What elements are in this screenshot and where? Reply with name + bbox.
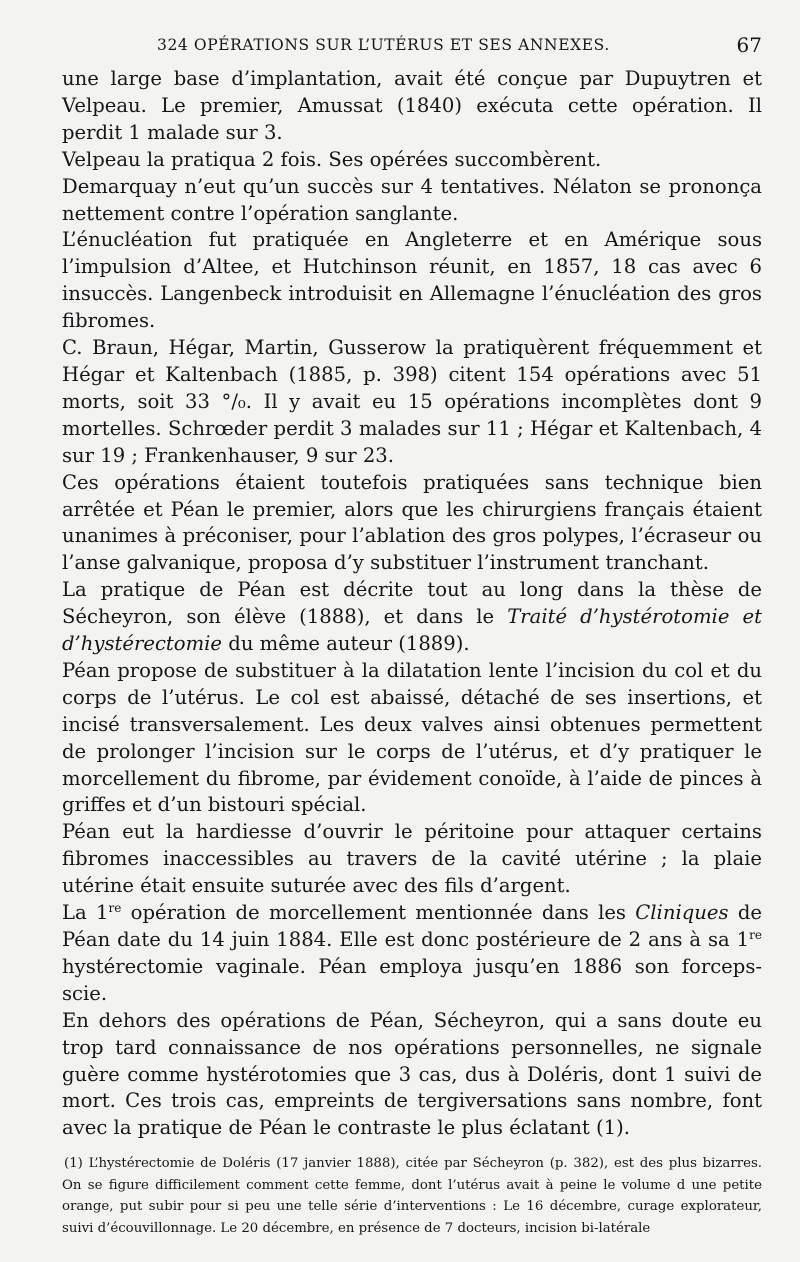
footnote [62, 1153, 762, 1239]
paragraph-text: La 1 [62, 901, 109, 925]
footnote-text: (1) L’hystérectomie de Doléris (17 janvier 1888), citée par Sécheyron (p. 382), est des plus bizarres. On se figure difficilement comment cette femme, dont l’utérus avait à peine le volume d une petite orange, put subir pour si peu une telle série d’interventions : Le 16 décembre, curage explorateur, suivi d’écouvillonnage. Le 20 décembre, en présence de 7 docteurs, incision bi-latérale [62, 1156, 762, 1236]
page-number: 67 [736, 33, 762, 57]
book-title: Cliniques [635, 901, 729, 925]
paragraph-text: Velpeau la pratiqua 2 fois. Ses opérées succombèrent. [62, 147, 602, 171]
paragraph-text: La pratique de Péan est décrite tout au long dans la thèse de Sécheyron, son élève (1888), et dans le [62, 578, 762, 629]
paragraph: L’énucléation fut pratiquée en Angleterre et en Amérique sous l’impulsion d’Altee, et Hutchinson réunit, en 1857, 18 cas avec 6 insuccès. Langenbeck introduisit en Allemagne l’énucléation des gros fibromes. [62, 228, 762, 333]
running-title: 324 OPÉRATIONS SUR L’UTÉRUS ET SES ANNEXES. [157, 36, 610, 54]
paragraph: Péan propose de substituer à la dilatation lente l’incision du col et du corps de l’utérus. Le col est abaissé, détaché de ses insertions, et incisé transversalement. Les deux valves ainsi obtenues permettent de prolonger l’incision sur le corps de l’utérus, et d’y pratiquer le morcellement du fibrome, par évidement conoïde, à l’aide de pinces à griffes et d’un bistouri spécial. [62, 658, 762, 817]
paragraph-text: opération de morcellement mentionnée dans les [121, 901, 636, 925]
paragraph: Ces opérations étaient toutefois pratiquées sans technique bien arrêtée et Péan le premier, alors que les chirurgiens français étaient unanimes à préconiser, pour l’ablation des gros polypes, l’écraseur ou l’anse galvanique, proposa d’y substituer l’instrument tranchant. [62, 470, 762, 575]
page-header [62, 33, 762, 62]
paragraph: Demarquay n’eut qu’un succès sur 4 tentatives. Nélaton se prononça nettement contre l’opération sanglante. [62, 174, 762, 225]
paragraph [62, 900, 762, 1008]
main-text [62, 66, 762, 1142]
paragraph: une large base d’implantation, avait été conçue par Dupuytren et Velpeau. Le premier, Amussat (1840) exécuta cette opération. Il perdit 1 malade sur 3. [62, 67, 762, 144]
paragraph-text: de Péan date du 14 juin 1884. Elle est donc postérieure de 2 ans à sa 1 [62, 901, 762, 951]
paragraph: Péan eut la hardiesse d’ouvrir le péritoine pour attaquer certains fibromes inaccessibles au travers de la cavité utérine ; la plaie utérine était ensuite suturée avec des fils d’argent. [62, 820, 762, 898]
paragraph-text: du même auteur (1889). [222, 632, 470, 656]
book-title: Traité d’hystérotomie et d’hystérectomie [62, 605, 762, 656]
superscript: re [108, 901, 122, 916]
paragraph: C. Braun, Hégar, Martin, Gusserow la pratiquèrent fréquemment et Hégar et Kaltenbach (1885, p. 398) citent 154 opérations avec 51 morts, soit 33 °/₀. Il y avait eu 15 opérations incomplètes dont 9 mortelles. Schrœder perdit 3 malades sur 11 ; Hégar et Kaltenbach, 4 sur 19 ; Frankenhauser, 9 sur 23. [62, 336, 762, 467]
paragraph [62, 147, 762, 174]
paragraph: En dehors des opérations de Péan, Sécheyron, qui a sans doute eu trop tard connaissance de nos opérations personnelles, ne signale guère comme hystérotomies que 3 cas, dus à Doléris, dont 1 suivi de mort. Ces trois cas, empreints de tergiversations sans nombre, font avec la pratique de Péan le contraste le plus éclatant (1). [62, 1008, 762, 1140]
paragraph-text: hystérectomie vaginale. Péan employa jusqu’en 1886 son forceps-scie. [62, 954, 762, 1005]
paragraph [62, 577, 762, 658]
superscript: re [749, 928, 762, 942]
